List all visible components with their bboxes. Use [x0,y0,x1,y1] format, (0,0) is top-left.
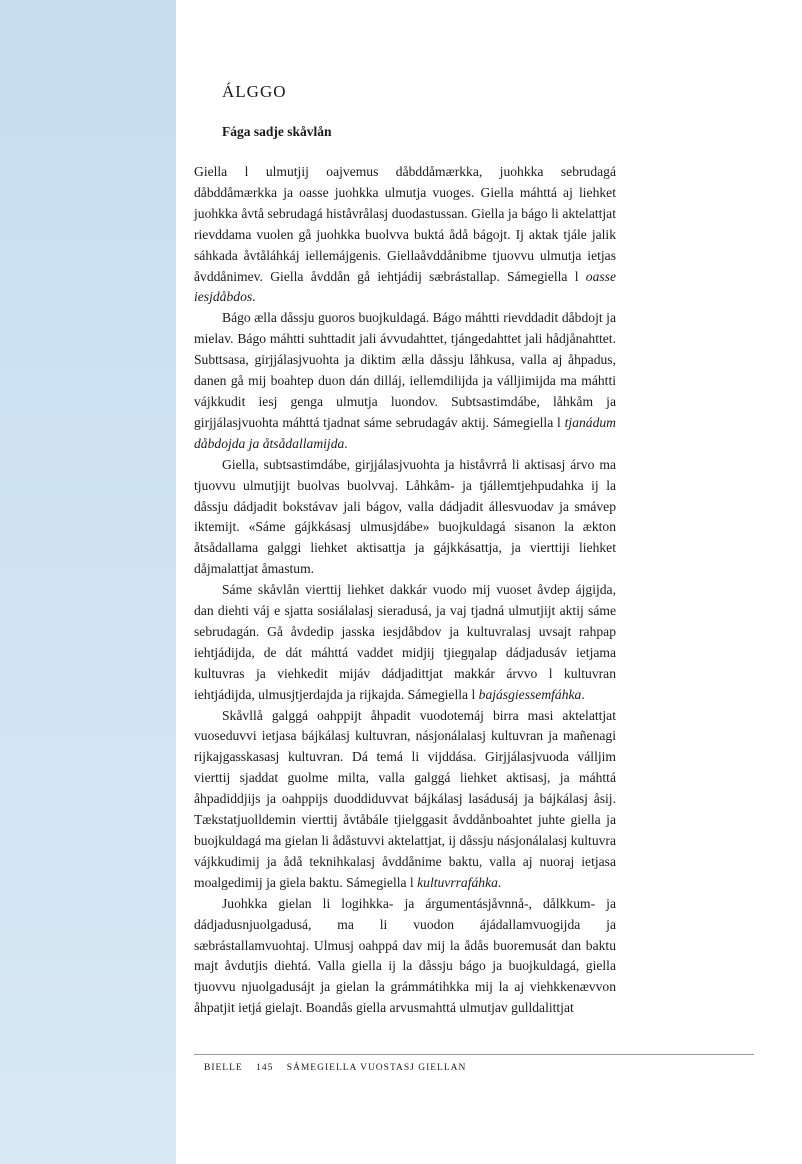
footer-section-name: BIELLE [204,1063,243,1073]
paragraph-text: Skåvllå galggá oahppijt åhpadit vuodotemáj birra masi aktelattjat vuoseduvvi ietjasa bájkálasj kultuvran, násjonálalasj kultuvran ja mañenagi rijkajgasskasasj kultuvran. Dá temá li vijddása. Girjjálasjvuoda válljim vierttij sjaddat guolme milta, valla galggá liehket aktisasj, ja máhttá åhpadiddjijs ja oahppijs duoddiduvvat bájkálasj lasádusáj ja bájkálasj åsij. Tækstatjuolldemin vierttij åvtåbále tjielggasit åvddånboahtet juhte giella ja buojkuldagá ma gielan li ådåstuvvi aktelattjat, ij dåssju násjonálalasj kultuvra vájkkudimij ja ådå teknihkalasj åvddånime baktu, valla aj nuoraj ietjasa moalgedimij ja giela baktu. Sámegiella l [194,707,616,890]
paragraph-tail: . [344,435,348,451]
paragraph-text: Bágo ælla dåssju guoros buojkuldagá. Bágo máhtti rievddadit dåbdojt ja mielav. Bágo máhtti suhttadit jali ávvudahttet, tjángedahttet jali hådjånahttet. Subttsasa, girjjálasjvuohta ja diktim ælla dåssju låhkusa, valla aj åhpadus, danen gå mij boahtep duon dán dilláj, iellemdilijda ja válljimijda ma máhtti vájkkudit iesj genga ulmutja luondov. Subtsastimdábe, låhkåm ja girjjálasjvuohta máhttá tjadnat sáme sebrudagáv aktij. Sámegiella l [194,310,616,430]
paragraph-tail: . [581,686,585,702]
chapter-title: ÁLGGO [222,82,287,101]
paragraph-tail: . [497,874,502,890]
section-heading: Fága sadje skåvlån [222,124,332,139]
footer-rule [194,1054,754,1055]
paragraph-4 [194,580,616,705]
page-footer [204,1063,466,1073]
paragraph-1 [194,162,616,308]
page-number: 145 [256,1063,274,1073]
emphasis-text: oasse iesjdåbdos [194,268,616,305]
body-text [194,162,616,1019]
paragraph-text: Giella l ulmutjij oajvemus dåbddåmærkka, juohkka sebrudagá dåbddåmærkka ja oasse juohkka ulmutja vuoges. Giella máhttá aj liehket juohkka åvtå sebrudagá histåvrålasj duodastussan. Giella ja bágo li aktelattjat rievddama vuolen gå juohkka buolvva buktá ådå bágojt. Ij aktak tjále jalik sáhkada åvtåláhkáj iellemájgenis. Giellaåvddånibme tjuovvu ulmutja ietjas åvddånimev. Giella åvddån gå iehtjádij sæbrástallap. Sámegiella l [194,164,616,284]
paragraph-text: Juohkka gielan li logihkka- ja árgumentásjåvnnå-, dålkkum- ja dádjadusnjuolgadusá, ma li vuodon ájádallamvuogijda ja sæbrástallamvuohtaj. Ulmusj oahppá dav mij la ådås buoremusát dan baktu majt åvdutjis diehtá. Valla giella ij la dåssju bágo ja buojkuldagá, giella tjuovvu njuolgadusájt ja gielan la grámmátihkka mij la aj viehkkenævvon åhpatjit ietjá gielajt. Boandås giella arvusmahttá ulmutjav gulldalittjat [194,895,616,1016]
emphasis-text: bajásgiessemfáhka [478,686,582,702]
decorative-side-band [0,0,176,1164]
paragraph-text: Sáme skåvlån vierttij liehket dakkár vuodo mij vuoset åvdep ájgijda, dan diehti váj e sjatta sosiálalasj sieradusá, ja vaj tjadná ulmutjijt aktij sáme sebrudagán. Gå åvdedip jasska iesjdåbdov ja kultuvralasj uvsajt rahpap iehtjádijda, de dát máhttá vaddet midjij tjiegŋalap dádjadusáv ietjama kultuvras ja viehkedit mijáv dádjadittjat makkár árvvo l kultuvran iehtjádijda, ulmusjtjerdajda ja rijkajda. Sámegiella l [194,582,616,702]
paragraph-2 [194,308,616,454]
paragraph-3 [194,455,616,580]
paragraph-text: Giella, subtsastimdábe, girjjálasjvuohta ja histåvrrå li aktisasj árvo ma tjuovvu ulmutjijt buolvas buolvvaj. Låhkåm- ja tjállemtjehpudahka ij la dåssju dádjadit bokstávav jali bágov, valla dádjadit állesvuodav ja smávep iktemijt. «Sáme gájkkásasj ulmusjdábe» buojkuldagá sisanon la ækton åtsådallama galggi liehket aktisattja ja gájkkásattja, ja vierttiji liehket dåjmalattjat åmastum. [194,456,616,577]
paragraph-5 [194,706,616,894]
paragraph-6 [194,894,616,1019]
emphasis-text: tjanádum dåbdojda ja åtsådallamijda [194,414,616,451]
emphasis-text: kultuvrrafáhka [417,874,498,890]
paragraph-tail: . [252,289,256,305]
footer-book-title: SÁMEGIELLA VUOSTASJ GIELLAN [286,1063,467,1073]
